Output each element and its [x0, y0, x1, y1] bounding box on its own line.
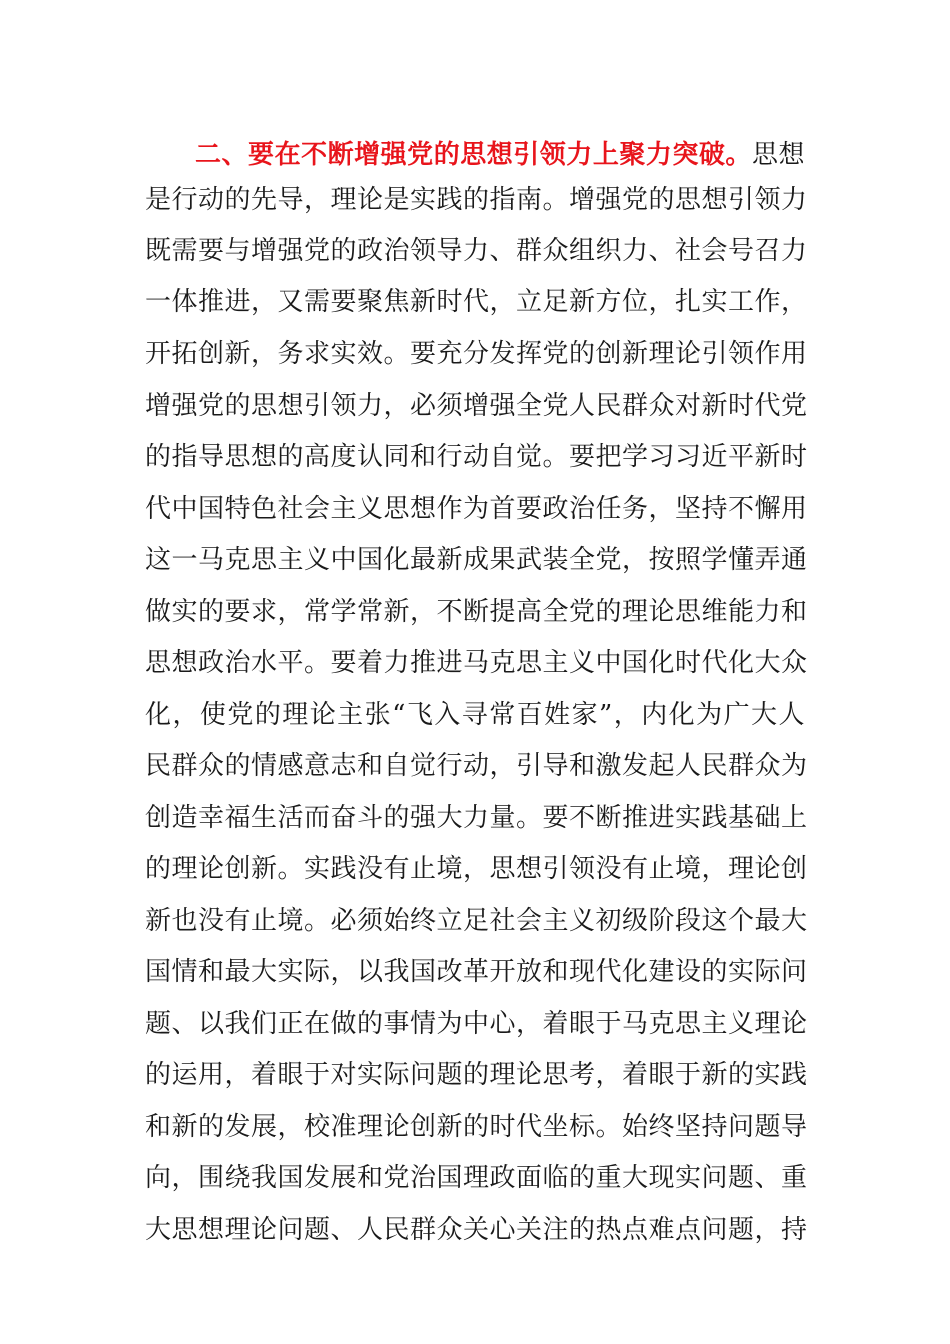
paragraph-line: 民群众的情感意志和自觉行动，引导和激发起人民群众为 — [145, 751, 808, 781]
paragraph-line: 的指导思想的高度认同和行动自觉。要把学习习近平新时 — [145, 442, 808, 472]
paragraph-line: 题、以我们正在做的事情为中心，着眼于马克思主义理论 — [145, 1009, 808, 1039]
paragraph-line: 国情和最大实际，以我国改革开放和现代化建设的实际问 — [145, 957, 808, 987]
paragraph-line: 增强党的思想引领力，必须增强全党人民群众对新时代党 — [145, 391, 808, 421]
paragraph-line: 做实的要求，常学常新，不断提高全党的理论思维能力和 — [145, 597, 808, 627]
paragraph-line: 一体推进，又需要聚焦新时代，立足新方位，扎实工作， — [145, 287, 808, 317]
paragraph-line: 这一马克思主义中国化最新成果武装全党，按照学懂弄通 — [145, 545, 808, 575]
paragraph-line: 新也没有止境。必须始终立足社会主义初级阶段这个最大 — [145, 906, 808, 936]
paragraph-line: 是行动的先导，理论是实践的指南。增强党的思想引领力 — [145, 185, 808, 215]
paragraph-line: 大思想理论问题、人民群众关心关注的热点难点问题，持 — [145, 1215, 808, 1245]
paragraph-line: 既需要与增强党的政治领导力、群众组织力、社会号召力 — [145, 236, 808, 266]
paragraph-line: 的运用，着眼于对实际问题的理论思考，着眼于新的实践 — [145, 1060, 808, 1090]
paragraph-first-line — [195, 135, 805, 175]
section-heading: 二、要在不断增强党的思想引领力上聚力突破。 — [195, 140, 752, 170]
paragraph-line: 化，使党的理论主张“飞入寻常百姓家”，内化为广大人 — [145, 700, 805, 730]
paragraph-line: 开拓创新，务求实效。要充分发挥党的创新理论引领作用 — [145, 339, 808, 369]
paragraph-line: 代中国特色社会主义思想作为首要政治任务，坚持不懈用 — [145, 494, 808, 524]
paragraph-line: 和新的发展，校准理论创新的时代坐标。始终坚持问题导 — [145, 1112, 808, 1142]
paragraph-line: 的理论创新。实践没有止境，思想引领没有止境，理论创 — [145, 854, 808, 884]
paragraph-line: 创造幸福生活而奋斗的强大力量。要不断推进实践基础上 — [145, 803, 808, 833]
first-line-tail: 思想 — [751, 140, 805, 170]
paragraph-line: 思想政治水平。要着力推进马克思主义中国化时代化大众 — [145, 648, 808, 678]
paragraph-line: 向，围绕我国发展和党治国理政面临的重大现实问题、重 — [145, 1163, 808, 1193]
